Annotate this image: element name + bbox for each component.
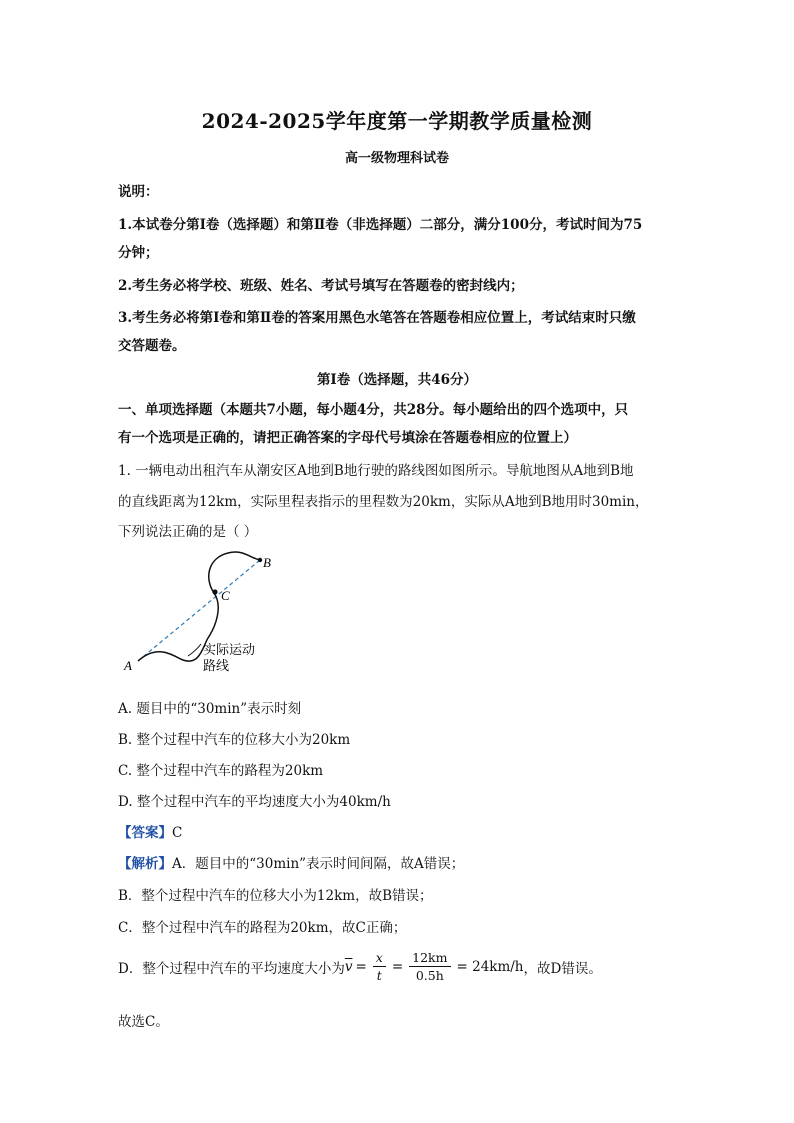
point-c-marker: [212, 589, 217, 594]
part-heading-cont: 有一个选项是正确的，请把正确答案的字母代号填涂在答题卷相应的位置上）: [118, 430, 577, 446]
option-c: C. 整个过程中汽车的路程为20km: [118, 763, 324, 779]
section-title: 第Ⅰ卷（选择题，共46分）: [316, 372, 478, 388]
route-diagram: [118, 548, 288, 678]
equals-sign-2: =: [391, 958, 404, 975]
option-b: B. 整个过程中汽车的位移大小为20km: [118, 732, 351, 748]
page-subtitle: 高一级物理科试卷: [344, 151, 449, 166]
analysis-d-formula: [118, 950, 602, 983]
fraction-denominator-half-hour: 0.5h: [415, 968, 444, 983]
option-a: A. 题目中的“30min”表示时刻: [118, 701, 302, 717]
fraction-x-over-t: [373, 950, 386, 983]
velocity-result: = 24km/h: [456, 958, 524, 975]
answer-line: [118, 821, 688, 841]
answer-value: C: [172, 825, 183, 841]
fraction-numerator-12km: 12km: [409, 950, 450, 967]
conclusion: 故选C。: [118, 1014, 169, 1030]
instruction-item-1-cont: 分钟；: [118, 245, 159, 261]
route-label-line1: 实际运动: [203, 643, 256, 658]
question-stem: 1. 一辆电动出租汽车从潮安区A地到B地行驶的路线图如图所示。导航地图从A地到B地: [118, 463, 634, 479]
option-d: D. 整个过程中汽车的平均速度大小为40km/h: [118, 794, 391, 810]
label-leader-line: [188, 644, 201, 656]
analysis-line-a: [118, 852, 688, 872]
analysis-a: A．题目中的“30min”表示时间间隔，故A错误；: [172, 856, 465, 872]
question-stem-end: 下列说法正确的是（ ）: [118, 524, 258, 540]
analysis-c: C．整个过程中汽车的路程为20km，故C正确；: [118, 920, 407, 936]
analysis-d-prefix: D．整个过程中汽车的平均速度大小为: [118, 960, 345, 977]
route-label-line2: 路线: [203, 659, 230, 674]
equals-sign-1: =: [355, 958, 367, 975]
analysis-tag: 【解析】: [118, 856, 172, 872]
fraction-values: [409, 950, 450, 983]
velocity-symbol: $\overline{v}$: [344, 958, 353, 975]
fraction-denominator-t: t: [376, 968, 382, 983]
question-stem-cont: 的直线距离为12km，实际里程表指示的里程数为20km，实际从A地到B地用时30min，: [118, 494, 649, 510]
part-heading: 一、单项选择题（本题共7小题，每小题4分，共28分。每小题给出的四个选项中，只: [118, 402, 629, 418]
answer-tag: 【答案】: [118, 825, 172, 841]
point-c-label: C: [221, 588, 230, 603]
instruction-item-3-cont: 交答题卷。: [118, 338, 186, 354]
instruction-item-2: 2.考生务必将学校、班级、姓名、考试号填写在答题卷的密封线内；: [118, 278, 524, 294]
instruction-item-3: 3.考生务必将第Ⅰ卷和第Ⅱ卷的答案用黑色水笔答在答题卷相应位置上，考试结束时只缴: [118, 310, 636, 326]
point-b-label: B: [263, 555, 271, 570]
analysis-b: B．整个过程中汽车的位移大小为12km，故B错误；: [118, 888, 433, 904]
instructions-heading: 说明：: [118, 184, 159, 200]
page-title: 2024-2025学年度第一学期教学质量检测: [201, 109, 593, 133]
point-a-label: A: [124, 658, 132, 673]
analysis-d-suffix: ，故D错误。: [523, 960, 602, 977]
instruction-item-1: 1.本试卷分第Ⅰ卷（选择题）和第Ⅱ卷（非选择题）二部分，满分100分，考试时间为75: [118, 217, 643, 233]
fraction-numerator-x: x: [373, 950, 386, 967]
point-b-marker: [258, 558, 262, 562]
